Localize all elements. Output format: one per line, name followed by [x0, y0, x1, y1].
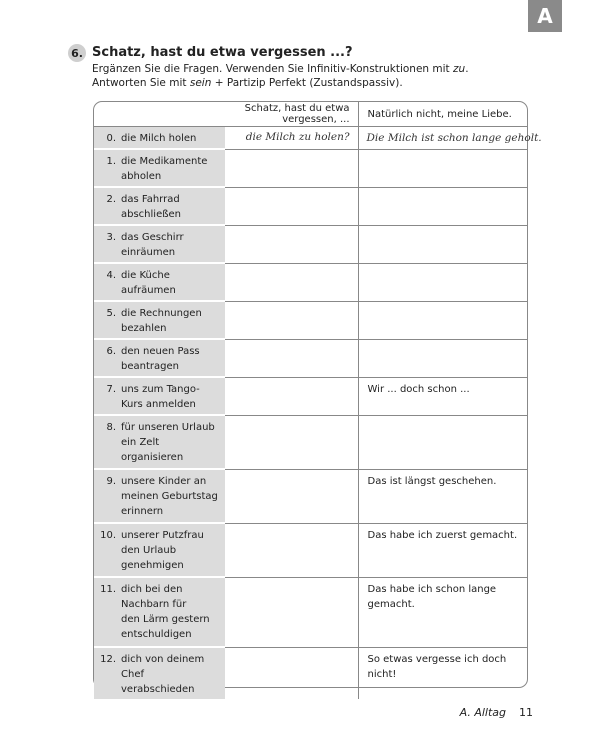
- item-cell: [94, 225, 225, 263]
- answer-cell[interactable]: [358, 263, 527, 301]
- item-label-line: das Fahrrad: [121, 194, 180, 205]
- item-label-line: die Küche: [121, 270, 170, 281]
- question-cell[interactable]: [225, 415, 358, 469]
- question-cell[interactable]: [225, 225, 358, 263]
- table-row: [94, 149, 527, 187]
- exercise-instructions: [92, 62, 532, 90]
- question-cell[interactable]: [225, 187, 358, 225]
- exercise-table: [93, 101, 542, 695]
- header-cell-question: Schatz, hast du etwa vergessen, ...: [225, 102, 358, 127]
- item-label-line: Chef verabschieden: [121, 669, 195, 695]
- item-label-line: unserer Putzfrau: [121, 530, 204, 541]
- table-row: [94, 415, 527, 469]
- header-cell-answer: Natürlich nicht, meine Liebe.: [358, 102, 527, 127]
- table-row: [94, 377, 527, 415]
- question-cell[interactable]: [225, 263, 358, 301]
- item-label-line: meinen Geburtstag: [121, 491, 218, 502]
- answer-cell[interactable]: [358, 301, 527, 339]
- item-cell: [94, 301, 225, 339]
- item-number: 7.: [106, 384, 116, 395]
- exercise-title: Schatz, hast du etwa vergessen ...?: [92, 45, 353, 60]
- answer-cell[interactable]: Das habe ich zuerst gemacht.: [358, 523, 527, 577]
- item-number: 11.: [100, 584, 116, 595]
- item-label-line: genehmigen: [121, 560, 184, 571]
- item-cell: [94, 339, 225, 377]
- item-label: [121, 382, 219, 412]
- item-label-line: aufräumen: [121, 285, 176, 296]
- item-label-line: uns zum Tango-: [121, 384, 200, 395]
- item-label-line: entschuldigen: [121, 629, 192, 640]
- item-label: [121, 420, 219, 465]
- item-cell: [94, 263, 225, 301]
- instruction-line-1: Ergänzen Sie die Fragen. Verwenden Sie Infinitiv-Konstruktionen mit zu.: [92, 63, 469, 75]
- item-label-line: beantragen: [121, 361, 179, 372]
- item-label-line: die Medikamente: [121, 156, 208, 167]
- item-label-line: abschließen: [121, 209, 182, 220]
- answer-cell[interactable]: [358, 415, 527, 469]
- item-cell: [94, 127, 225, 150]
- item-label: [121, 652, 219, 697]
- question-cell[interactable]: [225, 577, 358, 647]
- item-label-line: Kurs anmelden: [121, 399, 196, 410]
- footer-section: A. Alltag: [459, 706, 506, 719]
- page-number: 11: [519, 706, 533, 719]
- exercise-number: 6.: [68, 44, 86, 62]
- item-label-line: bezahlen: [121, 323, 167, 334]
- table-row: [94, 263, 527, 301]
- item-label-line: abholen: [121, 171, 162, 182]
- answer-cell[interactable]: Die Milch ist schon lange geholt.: [358, 127, 527, 150]
- answer-cell[interactable]: So etwas vergesse ich doch nicht!: [367, 653, 507, 680]
- item-label-line: ein Zelt: [121, 437, 160, 448]
- item-number: 6.: [106, 346, 116, 357]
- item-number: 3.: [106, 232, 116, 243]
- instruction-line-2: Antworten Sie mit sein + Partizip Perfekt (Zustandspassiv).: [92, 77, 403, 89]
- item-label-line: die Milch holen: [121, 133, 197, 144]
- answer-cell[interactable]: [358, 149, 527, 187]
- answer-cell[interactable]: [358, 187, 527, 225]
- item-number: 9.: [106, 476, 116, 487]
- answer-cell[interactable]: Das ist längst geschehen.: [358, 469, 527, 523]
- table-row: [94, 187, 527, 225]
- answer-cell[interactable]: [358, 225, 527, 263]
- item-number: 8.: [106, 422, 116, 433]
- table-row: [94, 469, 527, 523]
- chapter-tab: A: [528, 0, 562, 32]
- item-label-line: dich bei den: [121, 584, 183, 595]
- question-cell[interactable]: [225, 377, 358, 415]
- table-row: [94, 301, 527, 339]
- item-number: 5.: [106, 308, 116, 319]
- table-row: [94, 127, 527, 150]
- table-row: [94, 523, 527, 577]
- item-label-line: organisieren: [121, 452, 184, 463]
- item-label: [121, 474, 219, 519]
- table-row: [94, 647, 527, 699]
- item-label: [121, 154, 219, 184]
- item-cell: [94, 577, 225, 647]
- answer-cell[interactable]: [358, 339, 527, 377]
- item-number: 1.: [106, 156, 116, 167]
- item-label: [121, 268, 219, 298]
- item-label-line: erinnern: [121, 506, 164, 517]
- item-cell: [94, 415, 225, 469]
- question-cell[interactable]: die Milch zu holen?: [225, 127, 358, 150]
- item-label: [121, 528, 219, 573]
- item-number: 10.: [100, 530, 116, 541]
- item-label-line: unsere Kinder an: [121, 476, 207, 487]
- item-cell: [94, 647, 225, 699]
- item-label-line: Nachbarn für: [121, 599, 187, 610]
- item-label: [121, 131, 219, 146]
- item-label-line: den Urlaub: [121, 545, 177, 556]
- item-label: [121, 582, 219, 642]
- item-label: [121, 192, 219, 222]
- question-cell[interactable]: [225, 523, 358, 577]
- item-number: 4.: [106, 270, 116, 281]
- table-header-row: [94, 102, 527, 127]
- question-cell[interactable]: [225, 339, 358, 377]
- question-cell[interactable]: [225, 149, 358, 187]
- item-label-line: dich von deinem: [121, 654, 205, 665]
- question-cell[interactable]: [225, 469, 358, 523]
- item-label-line: den neuen Pass: [121, 346, 200, 357]
- item-label: [121, 344, 219, 374]
- header-cell-item: [94, 102, 225, 127]
- item-cell: [94, 523, 225, 577]
- table-row: [94, 339, 527, 377]
- question-cell[interactable]: [225, 301, 358, 339]
- item-cell: [94, 469, 225, 523]
- item-label-line: das Geschirr: [121, 232, 184, 243]
- answer-cell[interactable]: Das habe ich schon lange gemacht.: [358, 577, 527, 647]
- table-row: [94, 225, 527, 263]
- item-label-line: die Rechnungen: [121, 308, 202, 319]
- question-cell[interactable]: [225, 647, 358, 699]
- item-cell: [94, 377, 225, 415]
- item-label: [121, 230, 219, 260]
- table-row: [94, 577, 527, 647]
- item-label-line: für unseren Urlaub: [121, 422, 215, 433]
- item-number: 2.: [106, 194, 116, 205]
- item-label: [121, 306, 219, 336]
- item-label-line: einräumen: [121, 247, 176, 258]
- item-cell: [94, 149, 225, 187]
- item-number: 0.: [106, 133, 116, 144]
- item-cell: [94, 187, 225, 225]
- answer-cell[interactable]: Wir ... doch schon ...: [358, 377, 527, 415]
- item-number: 12.: [100, 654, 116, 665]
- item-label-line: den Lärm gestern: [121, 614, 210, 625]
